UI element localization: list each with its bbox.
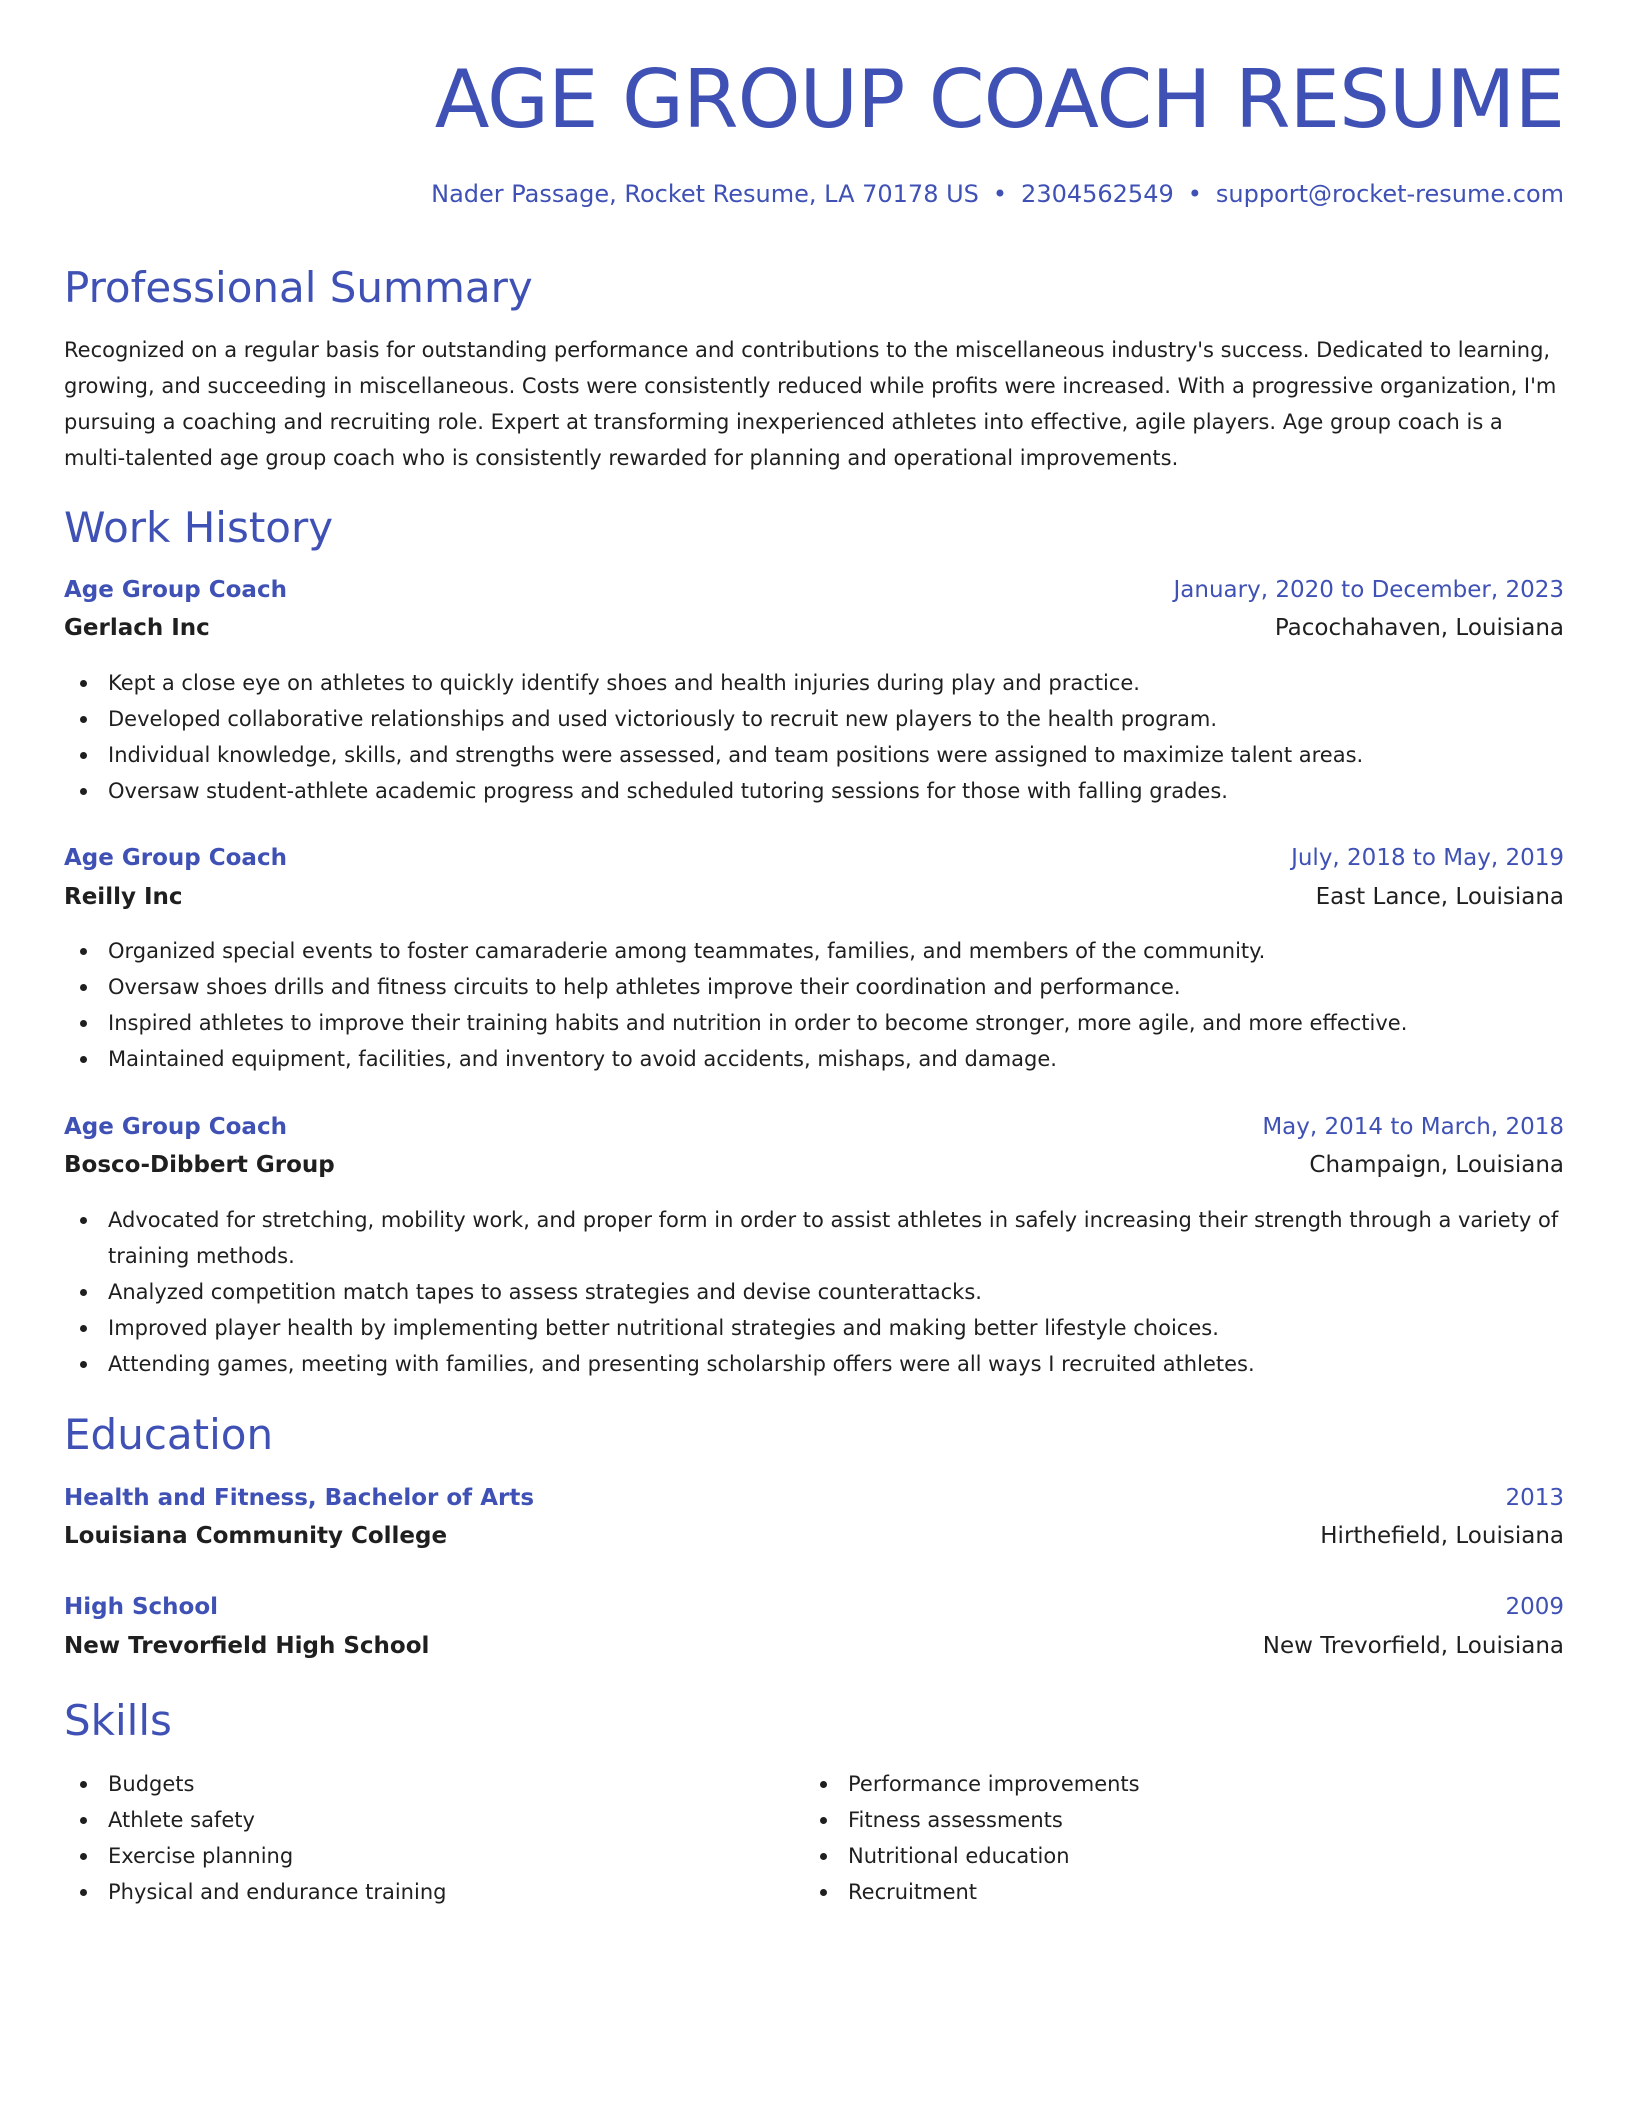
skill-item: Performance improvements [804, 1766, 1504, 1802]
list-item: Individual knowledge, skills, and strengths were assessed, and team positions were assigned to maximize talent areas. [64, 737, 1564, 773]
education-school-row [64, 1518, 1564, 1554]
job-header [64, 1109, 1564, 1145]
contact-line [431, 178, 1564, 210]
contact-email: support@rocket-resume.com [1215, 180, 1564, 208]
list-item: Oversaw student-athlete academic progress and scheduled tutoring sessions for those with falling grades. [64, 773, 1564, 809]
education-school-row [64, 1628, 1564, 1664]
job-header [64, 840, 1564, 876]
job-header [64, 572, 1564, 608]
job-dates: July, 2018 to May, 2019 [1291, 845, 1564, 871]
list-item: Improved player health by implementing better nutritional strategies and making better lifestyle choices. [64, 1310, 1564, 1346]
job-company-row [64, 610, 1564, 646]
job-title: Age Group Coach [64, 577, 287, 603]
summary-heading: Professional Summary [64, 263, 533, 312]
skill-item: Budgets [64, 1766, 764, 1802]
job-company-row [64, 879, 1564, 915]
job-company: Reilly Inc [64, 884, 183, 910]
job-location: Pacochahaven, Louisiana [1274, 615, 1564, 641]
skill-item: Athlete safety [64, 1802, 764, 1838]
list-item: Organized special events to foster camaraderie among teammates, families, and members of the community. [64, 933, 1564, 969]
job-dates: May, 2014 to March, 2018 [1262, 1114, 1564, 1140]
job-title: Age Group Coach [64, 1114, 287, 1140]
job-location: Champaign, Louisiana [1309, 1152, 1564, 1178]
skill-item: Exercise planning [64, 1838, 764, 1874]
job-bullets [64, 665, 1564, 809]
education-location: Hirthefield, Louisiana [1320, 1523, 1564, 1549]
skills-list-left [64, 1766, 764, 1910]
list-item: Developed collaborative relationships and used victoriously to recruit new players to the health program. [64, 701, 1564, 737]
job-bullets [64, 933, 1564, 1077]
job-dates: January, 2020 to December, 2023 [1173, 577, 1564, 603]
contact-separator: • [1187, 180, 1202, 208]
job-company: Gerlach Inc [64, 615, 210, 641]
job-company-row [64, 1147, 1564, 1183]
education-header [64, 1480, 1564, 1516]
list-item: Kept a close eye on athletes to quickly identify shoes and health injuries during play and practice. [64, 665, 1564, 701]
list-item: Analyzed competition match tapes to assess strategies and devise counterattacks. [64, 1274, 1564, 1310]
skill-item: Nutritional education [804, 1838, 1504, 1874]
education-year: 2009 [1505, 1594, 1564, 1620]
list-item: Advocated for stretching, mobility work, and proper form in order to assist athletes in safely increasing their strength through a variety of training methods. [64, 1202, 1564, 1274]
education-degree: Health and Fitness, Bachelor of Arts [64, 1485, 535, 1511]
skill-item: Physical and endurance training [64, 1874, 764, 1910]
job-bullets [64, 1202, 1564, 1382]
summary-text: Recognized on a regular basis for outstanding performance and contributions to the miscellaneous industry's success. Dedicated to learning, growing, and succeeding in miscellaneous. Costs were consistently reduced while profits were increased. With a progressive organization, I'm pursuing a coaching and recruiting role. Expert at transforming inexperienced athletes into effective, agile players. Age group coach is a multi-talented age group coach who is consistently rewarded for planning and operational improvements. [64, 338, 1557, 470]
list-item: Inspired athletes to improve their training habits and nutrition in order to become stronger, more agile, and more effective. [64, 1005, 1564, 1041]
skills-heading: Skills [64, 1696, 172, 1745]
contact-phone: 2304562549 [1021, 180, 1174, 208]
education-year: 2013 [1505, 1485, 1564, 1511]
work-history-heading: Work History [64, 503, 334, 552]
skill-item: Recruitment [804, 1874, 1504, 1910]
job-location: East Lance, Louisiana [1315, 884, 1564, 910]
education-school: Louisiana Community College [64, 1523, 448, 1549]
education-degree: High School [64, 1594, 219, 1620]
list-item: Oversaw shoes drills and fitness circuits to help athletes improve their coordination and performance. [64, 969, 1564, 1005]
education-school: New Trevorfield High School [64, 1633, 430, 1659]
list-item: Attending games, meeting with families, and presenting scholarship offers were all ways I recruited athletes. [64, 1346, 1564, 1382]
contact-address: Nader Passage, Rocket Resume, LA 70178 US [431, 180, 979, 208]
job-title: Age Group Coach [64, 845, 287, 871]
skill-item: Fitness assessments [804, 1802, 1504, 1838]
resume-title: AGE GROUP COACH RESUME [434, 53, 1564, 146]
list-item: Maintained equipment, facilities, and inventory to avoid accidents, mishaps, and damage. [64, 1041, 1564, 1077]
contact-separator: • [992, 180, 1008, 208]
skills-list-right [804, 1766, 1504, 1910]
education-location: New Trevorfield, Louisiana [1262, 1633, 1564, 1659]
education-header [64, 1589, 1564, 1625]
education-heading: Education [64, 1410, 274, 1459]
job-company: Bosco-Dibbert Group [64, 1152, 335, 1178]
